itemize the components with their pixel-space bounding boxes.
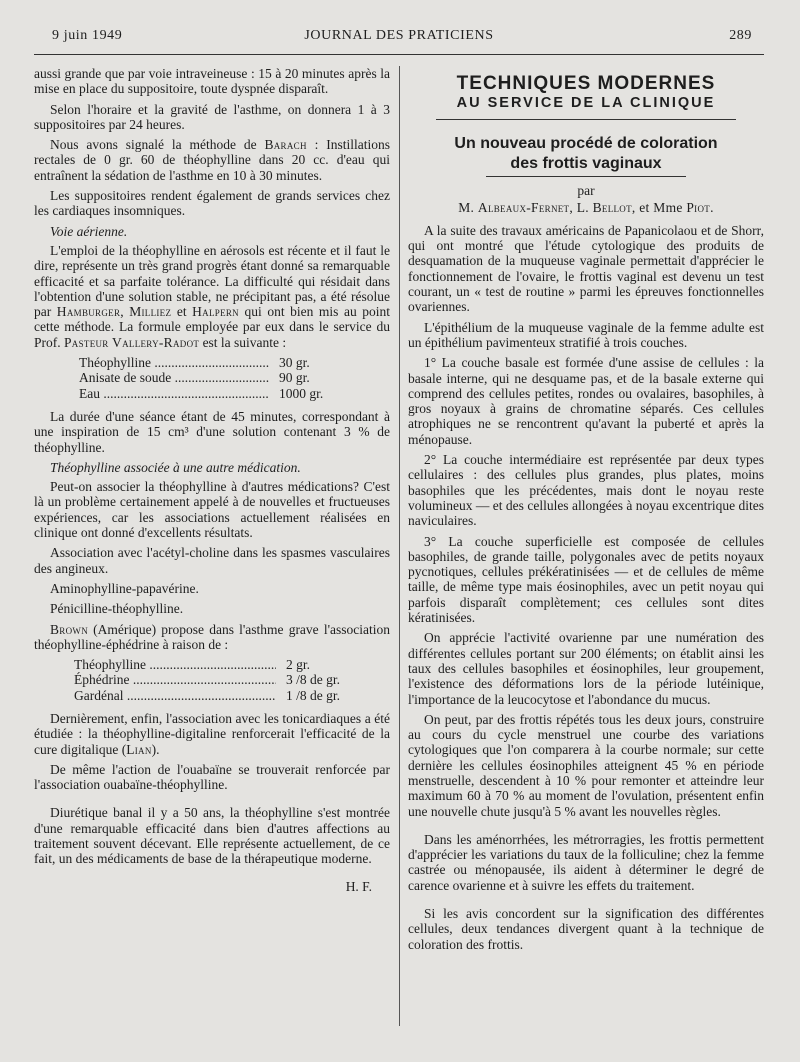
article-title: Un nouveau procédé de coloration des frottis vaginaux (408, 134, 764, 177)
subheading-association: Théophylline associée à une autre médication. (50, 459, 301, 475)
section-subtitle: AU SERVICE DE LA CLINIQUE (456, 95, 716, 111)
paragraph: Pénicilline-théophylline. (50, 601, 184, 617)
authors: M. Albeaux-Fernet, L. Bellot, et Mme Piot. (458, 199, 714, 215)
journal-title: JOURNAL DES PRATICIENS (304, 28, 494, 43)
paragraph: Brown (Amérique) propose dans l'asthme grave l'association théophylline-éphédrine à raison de : (34, 621, 390, 652)
paragraph: L'épithélium de la muqueuse vaginale de la femme adulte est un épithélium pavimenteux stratifié à trois couches. (408, 319, 764, 350)
paragraph: Diurétique banal il y a 50 ans, la théophylline s'est montrée d'une remarquable efficacité dans bien d'autres affections au traitement souvent décevant. Elle représente actuellement, de ce fait, un des médicaments de base de la thérapeutique moderne. (34, 805, 390, 867)
paragraph: On apprécie l'activité ovarienne par une numération des différentes cellules portant sur 200 éléments; on établit ainsi les taux des cellules basophiles et éosinophiles, leur groupement, l'existence des déformations lors de la période lutéinique, l'importance de la leucocytose et l'abondance du mucus. (408, 630, 764, 707)
right-column (408, 66, 764, 957)
formula-row: Eau ..... 1000 gr. (79, 386, 349, 401)
paragraph: Dans les aménorrhées, les métrorragies, les frottis permettent d'apprécier les variations du taux de la folliculine; chez la femme castrée ou ménopausée, ils aident à déterminer le degré de carence ovarienne et à suivre les effets du traitement. (408, 831, 764, 893)
column-divider (399, 66, 400, 1026)
paragraph: A la suite des travaux américains de Papanicolaou et de Shorr, qui ont montré que l'étude cytologique des produits de desquamation de la muqueuse vaginale permettait d'apprécier le fonctionnement de l'ovaire, le frottis vaginal est devenu un test courant, un « test de routine » parmi les épreuves fonctionnelles ovariennes. (408, 222, 764, 315)
formula-row: Théophylline ..... 2 gr. (74, 657, 364, 672)
formula-row: Anisate de soude ..... 90 gr. (79, 370, 349, 385)
formula-row: Gardénal ..... 1 /8 de gr. (74, 688, 364, 703)
paragraph: Les suppositoires rendent également de grands services chez les cardiaques insomniques. (34, 188, 390, 219)
left-column (34, 66, 390, 899)
section-rule (436, 119, 736, 120)
title-rule (486, 176, 686, 177)
paragraph: aussi grande que par voie intraveineuse : 15 à 20 minutes après la mise en place du suppositoire, toute dyspnée disparaît. (34, 66, 390, 97)
paragraph: On peut, par des frottis répétés tous les deux jours, construire au cours du cycle menstruel une courbe des variations cytologiques que l'on comparera à la courbe normale; sur cette dernière les cellules éosinophiles atteignent 45 % en période menstruelle, descendent à 10 % pour remonter et atteindre leur maximum 60 à 70 % au moment de l'ovulation, présentent enfin une nouvelle chute jusqu'à 5 % avant les nouvelles règles. (408, 711, 764, 819)
paragraph: 1° La couche basale est formée d'une assise de cellules : la basale interne, qui ne desquame pas, et de la basale externe qui comprend des cellules petites, rondes ou ovalaires, basophiles, à gros noyaux à grains de chromatine séparés. Ces cellules atrophiques ne se rencontrent qu'avant la puberté et après la ménopause. (408, 355, 764, 447)
paragraph: Selon l'horaire et la gravité de l'asthme, on donnera 1 à 3 suppositoires par 24 heures. (34, 101, 390, 132)
paragraph: Dernièrement, enfin, l'association avec les tonicardiaques a été étudiée : la théophylline-digitaline renforcerait l'efficacité de la cure digitalique (Lian). (34, 710, 390, 757)
paragraph: 2° La couche intermédiaire est représentée par deux types cellulaires : des cellules plus grandes, plus plates, moins basophiles que les précédentes, mais dont le noyau reste volumineux — et des cellules allongées à noyau excentrique dites naviculaires. (408, 452, 764, 529)
paragraph: Association avec l'acétyl-choline dans les spasmes vasculaires des angineux. (34, 545, 390, 576)
paragraph: 3° La couche superficielle est composée de cellules basophiles, de grande taille, polygonales avec de petits noyaux pycnotiques, cellules prékératinisées — et de cellules de même taille, de même type mais éosinophiles, avec un petit noyau qui parfois disparaît complètement; ces cellules sont dites kératinisées. (408, 533, 764, 626)
paragraph: La durée d'une séance étant de 45 minutes, correspondant à une inspiration de 15 cm³ d'une solution contenant 3 % de théophylline. (34, 408, 390, 455)
signature: H. F. (345, 878, 372, 894)
paragraph: Aminophylline-papavérine. (50, 580, 199, 596)
paragraph: L'emploi de la théophylline en aérosols est récente et il faut le dire, représente un très grand progrès étant donné sa remarquable efficacité et sa parfaite tolérance. La difficulté qui résidait dans l'obtention d'une solution stable, ne précipitant pas, a été résolue par Hamburger, Milliez et Halpern qui ont bien mis au point cette méthode. La formule employée par eux dans le service du Prof. Pasteur Vallery-Radot est la suivante : (34, 242, 390, 350)
subheading-voie-aerienne: Voie aérienne. (50, 223, 128, 239)
paragraph: Nous avons signalé la méthode de Barach : Instillations rectales de 0 gr. 60 de théophylline dans 20 cc. d'eau qui entraînent la sédation de l'asthme en 10 à 30 minutes. (34, 137, 390, 183)
formula-row: Théophylline ..... 30 gr. (79, 355, 349, 370)
formula-aerosol (79, 355, 349, 401)
issue-date: 9 juin 1949 (52, 28, 123, 43)
formula-asthme (74, 657, 364, 703)
formula-row: Éphédrine ..... 3 /8 de gr. (74, 672, 364, 687)
page-number: 289 (729, 28, 752, 43)
author-name: Barach (264, 137, 307, 153)
page-header (34, 22, 764, 55)
section-title: TECHNIQUES MODERNES (456, 73, 716, 94)
paragraph: Si les avis concordent sur la signification des différentes cellules, deux tendances divergent quant à la technique de coloration des frottis. (408, 906, 764, 952)
paragraph: De même l'action de l'ouabaïne se trouverait renforcée par l'association ouabaïne-théophylline. (34, 761, 390, 793)
paragraph: Peut-on associer la théophylline à d'autres médications? C'est là un problème certainement appelé à de nouvelles et fructueuses expériences, car les associations actuellement réalisées en clinique ont donné d'excellents résultats. (34, 479, 390, 541)
byline-par: par (577, 183, 595, 199)
